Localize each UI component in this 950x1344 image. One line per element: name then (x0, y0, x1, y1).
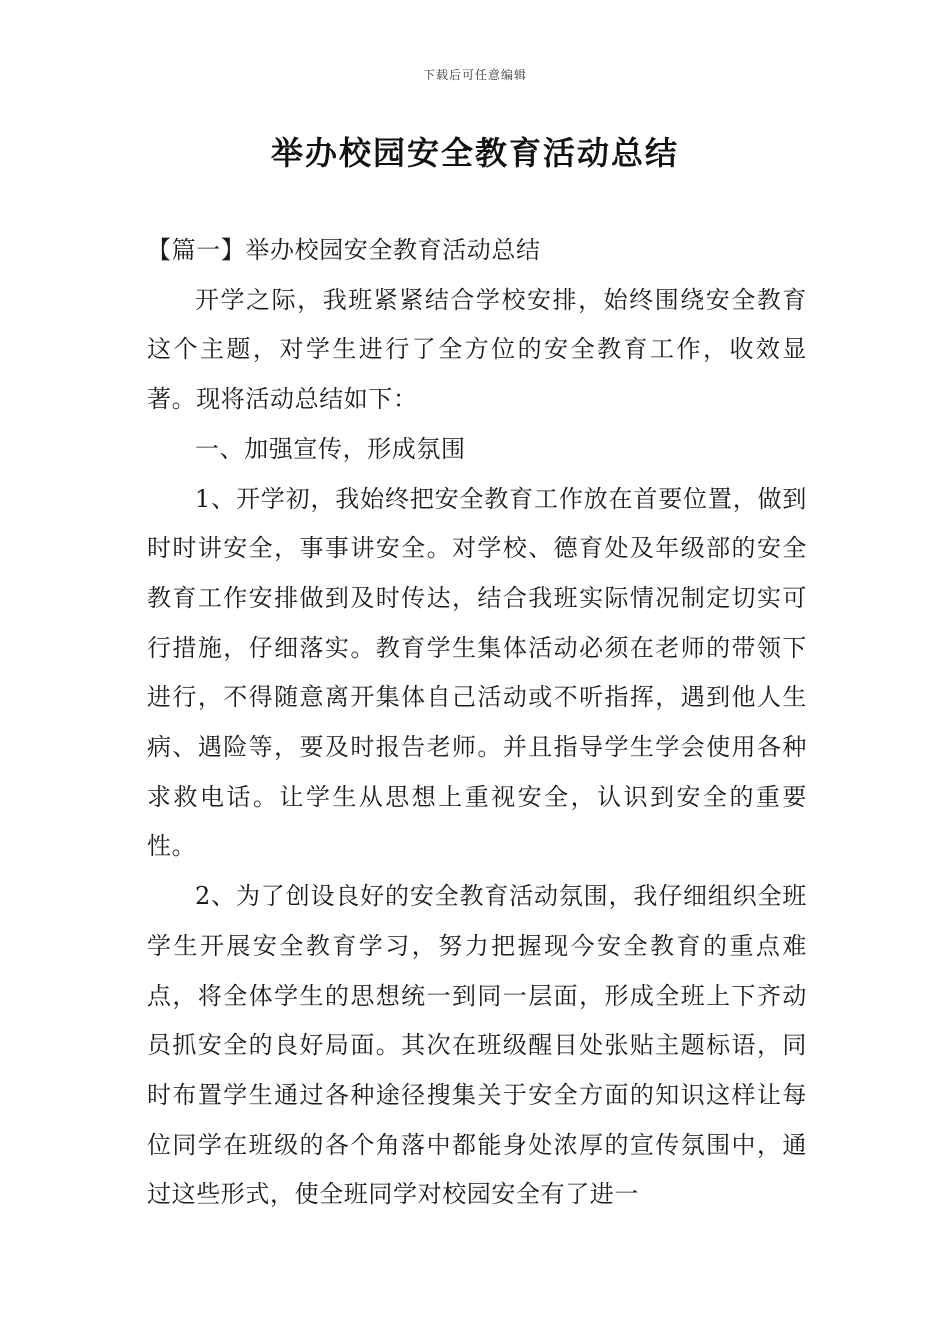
paragraph-item-2: 2、为了创设良好的安全教育活动氛围，我仔细组织全班学生开展安全教育学习，努力把握现今安全教育的重点难点，将全体学生的思想统一到同一层面，形成全班上下齐动员抓安全的良好局面。其次在班级醒目处张贴主题标语，同时布置学生通过各种途径搜集关于安全方面的知识这样让每位同学在班级的各个角落中都能身处浓厚的宣传氛围中，通过这些形式，使全班同学对校园安全有了进一 (147, 882, 807, 1209)
subheading-publicity: 一、加强宣传，形成氛围 (195, 434, 466, 463)
paragraph-intro: 开学之际，我班紧紧结合学校安排，始终围绕安全教育这个主题，对学生进行了全方位的安全教育工作，收效显著。现将活动总结如下： (147, 285, 807, 414)
section-heading: 【篇一】举办校园安全教育活动总结 (147, 236, 541, 264)
document-title: 举办校园安全教育活动总结 (270, 134, 679, 172)
document-body (147, 226, 807, 1220)
header-note: 下载后可任意编辑 (422, 68, 527, 82)
paragraph-item-1: 1、开学初，我始终把安全教育工作放在首要位置，做到时时讲安全，事事讲安全。对学校、德育处及年级部的安全教育工作安排做到及时传达，结合我班实际情况制定切实可行措施，仔细落实。教育学生集体活动必须在老师的带领下进行，不得随意离开集体自己活动或不听指挥，遇到他人生病、遇险等，要及时报告老师。并且指导学生学会使用各种求救电话。让学生从思想上重视安全，认识到安全的重要性。 (147, 484, 807, 861)
